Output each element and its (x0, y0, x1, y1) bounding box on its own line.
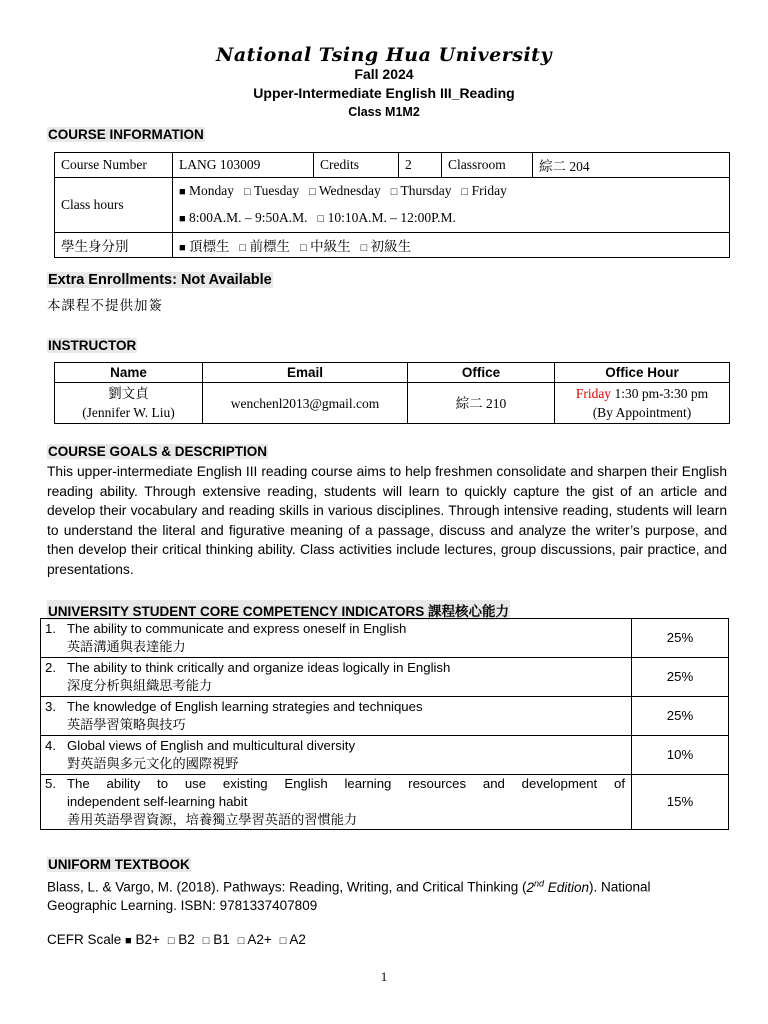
unchecked-box-icon[interactable]: □ (244, 186, 251, 198)
cefr-scale (47, 931, 314, 950)
term: Fall 2024 (354, 66, 414, 82)
cefr-option[interactable] (168, 932, 195, 947)
level-label: 中級生 (306, 239, 351, 254)
competency-item (41, 697, 632, 736)
day-option[interactable] (179, 183, 234, 198)
competency-percent: 25% (632, 697, 729, 736)
office-hour-cell (555, 383, 730, 424)
competency-row (41, 619, 729, 658)
col-name: Name (55, 363, 203, 383)
day-label: Monday (185, 183, 235, 198)
competency-en: Global views of English and multicultural diversity (67, 738, 356, 753)
classroom-value: 綜二 204 (533, 153, 730, 178)
class-hours-cell (173, 178, 730, 233)
cefr-label: B2 (174, 932, 195, 947)
day-label: Thursday (397, 183, 452, 198)
credits-value: 2 (399, 153, 442, 178)
credits-label: Credits (314, 153, 399, 178)
level-option[interactable] (361, 239, 412, 254)
section-heading-goals: COURSE GOALS & DESCRIPTION (48, 444, 268, 459)
unchecked-box-icon[interactable]: □ (317, 213, 325, 225)
competency-item (41, 736, 632, 775)
goals-description: This upper-intermediate English III reading course aims to help freshmen consolidate and sharpen their English reading ability. Through extensive reading, students will learn to quickly capture the gist of an article and develop their vocabulary and reading skills in various disciplines. Through intensive reading, students will learn to understand the literal and figurative meaning of a passage, discuss and analyze the writer’s purpose, and then develop their critical thinking ability. Class activities include lectures, group discussions, pair practice, and presentations. (47, 464, 727, 577)
competency-number: 4. (45, 738, 56, 753)
day-option[interactable] (462, 183, 507, 198)
unchecked-box-icon[interactable]: □ (202, 935, 210, 947)
competency-percent: 10% (632, 736, 729, 775)
level-option[interactable] (300, 239, 351, 254)
cefr-option[interactable] (125, 932, 160, 947)
unchecked-box-icon[interactable]: □ (461, 186, 469, 198)
unchecked-box-icon[interactable]: □ (360, 242, 368, 254)
competency-item (41, 619, 632, 658)
competency-zh: 英語學習策略與技巧 (67, 717, 186, 732)
competency-item (41, 775, 632, 830)
instructor-office: 綜二 210 (408, 383, 555, 424)
competency-zh: 對英語與多元文化的國際視野 (67, 756, 239, 771)
time-label: 10:10A.M. – 12:00P.M. (324, 210, 456, 225)
time-option[interactable] (318, 210, 456, 225)
competency-row (41, 736, 729, 775)
level-label: 前標生 (246, 239, 291, 254)
competency-zh: 英語溝通與表達能力 (67, 639, 186, 654)
competency-en: The ability to use existing English learning resources and development of (67, 776, 625, 791)
day-label: Tuesday (250, 183, 300, 198)
competency-en-cont: independent self-learning habit (67, 794, 248, 809)
time-label: 8:00A.M. – 9:50A.M. (185, 210, 308, 225)
competency-row (41, 658, 729, 697)
section-heading-instructor: INSTRUCTOR (48, 338, 137, 353)
cefr-option[interactable] (203, 932, 230, 947)
competency-en: The knowledge of English learning strategies and techniques (67, 699, 423, 714)
section-heading-course-info: COURSE INFORMATION (48, 127, 204, 142)
page-number: 1 (380, 969, 388, 984)
student-level-label: 學生身分別 (55, 233, 173, 258)
section-heading-textbook: UNIFORM TEXTBOOK (48, 857, 190, 872)
instructor-name-zh: 劉文貞 (108, 386, 149, 401)
instructor-table (54, 362, 730, 424)
instructor-name-cell (55, 383, 203, 424)
unchecked-box-icon[interactable]: □ (167, 935, 175, 947)
checked-box-icon[interactable]: ■ (179, 242, 186, 254)
university-name: National Tsing Hua University (216, 44, 552, 66)
class-hours-label: Class hours (55, 178, 173, 233)
competency-number: 2. (45, 660, 56, 675)
course-number: LANG 103009 (173, 153, 314, 178)
days-row (179, 178, 723, 205)
student-level-row (173, 233, 730, 258)
section-heading-competency: UNIVERSITY STUDENT CORE COMPETENCY INDICATORS 課程核心能力 (47, 600, 510, 620)
office-hour-note: (By Appointment) (592, 405, 692, 420)
day-option[interactable] (244, 183, 299, 198)
instructor-name-en: (Jennifer W. Liu) (82, 405, 175, 420)
cefr-label: A2 (286, 932, 306, 947)
col-email: Email (203, 363, 408, 383)
competency-zh: 深度分析與組織思考能力 (67, 678, 213, 693)
time-option[interactable] (179, 210, 308, 225)
day-option[interactable] (391, 183, 452, 198)
cefr-option[interactable] (238, 932, 272, 947)
enrollment-note: 本課程不提供加簽 (47, 298, 163, 313)
office-hour-time: 1:30 pm-3:30 pm (614, 386, 709, 401)
course-number-label: Course Number (55, 153, 173, 178)
unchecked-box-icon[interactable]: □ (239, 242, 247, 254)
level-label: 頂標生 (185, 239, 230, 254)
competency-number: 3. (45, 699, 56, 714)
day-label: Wednesday (315, 183, 381, 198)
class-code: Class M1M2 (348, 105, 420, 119)
competency-percent: 15% (632, 775, 729, 830)
competency-row (41, 697, 729, 736)
col-office: Office (408, 363, 555, 383)
competency-number: 1. (45, 621, 56, 636)
day-label: Friday (468, 183, 507, 198)
level-option[interactable] (240, 239, 291, 254)
textbook-citation: Blass, L. & Vargo, M. (2018). Pathways: Reading, Writing, and Critical Thinking (2nd Edition). National Geographic Learning. ISBN: 9781337407809 (47, 878, 651, 913)
checked-box-icon[interactable]: ■ (179, 213, 186, 225)
unchecked-box-icon[interactable]: □ (237, 935, 245, 947)
day-option[interactable] (309, 183, 381, 198)
instructor-email[interactable]: wenchenl2013@gmail.com (203, 383, 408, 424)
classroom-label: Classroom (442, 153, 533, 178)
checked-box-icon[interactable]: ■ (179, 186, 186, 198)
cefr-levels (125, 932, 314, 947)
cefr-label: CEFR Scale (47, 932, 122, 947)
unchecked-box-icon[interactable]: □ (309, 186, 316, 198)
competency-zh: 善用英語學習資源，培養獨立學習英語的習慣能力 (67, 812, 358, 827)
competency-en: The ability to communicate and express oneself in English (67, 621, 407, 636)
course-title: Upper-Intermediate English III_Reading (253, 85, 515, 101)
col-office-hour: Office Hour (555, 363, 730, 383)
competency-table (40, 618, 729, 830)
competency-number: 5. (45, 776, 56, 791)
unchecked-box-icon[interactable]: □ (390, 186, 398, 198)
times-row (179, 205, 723, 232)
level-option[interactable] (179, 239, 230, 254)
checked-box-icon[interactable]: ■ (125, 935, 132, 947)
cefr-option[interactable] (280, 932, 306, 947)
cefr-label: A2+ (244, 932, 272, 947)
competency-item (41, 658, 632, 697)
course-info-table (54, 152, 730, 258)
office-hour-day: Friday (575, 386, 612, 401)
competency-percent: 25% (632, 619, 729, 658)
cefr-label: B2+ (131, 932, 160, 947)
enrollment-heading: Extra Enrollments: Not Available (48, 272, 272, 288)
cefr-label: B1 (209, 932, 230, 947)
unchecked-box-icon[interactable]: □ (279, 935, 287, 947)
competency-percent: 25% (632, 658, 729, 697)
level-label: 初級生 (367, 239, 412, 254)
competency-en: The ability to think critically and organize ideas logically in English (67, 660, 451, 675)
competency-row (41, 775, 729, 830)
unchecked-box-icon[interactable]: □ (300, 242, 307, 254)
